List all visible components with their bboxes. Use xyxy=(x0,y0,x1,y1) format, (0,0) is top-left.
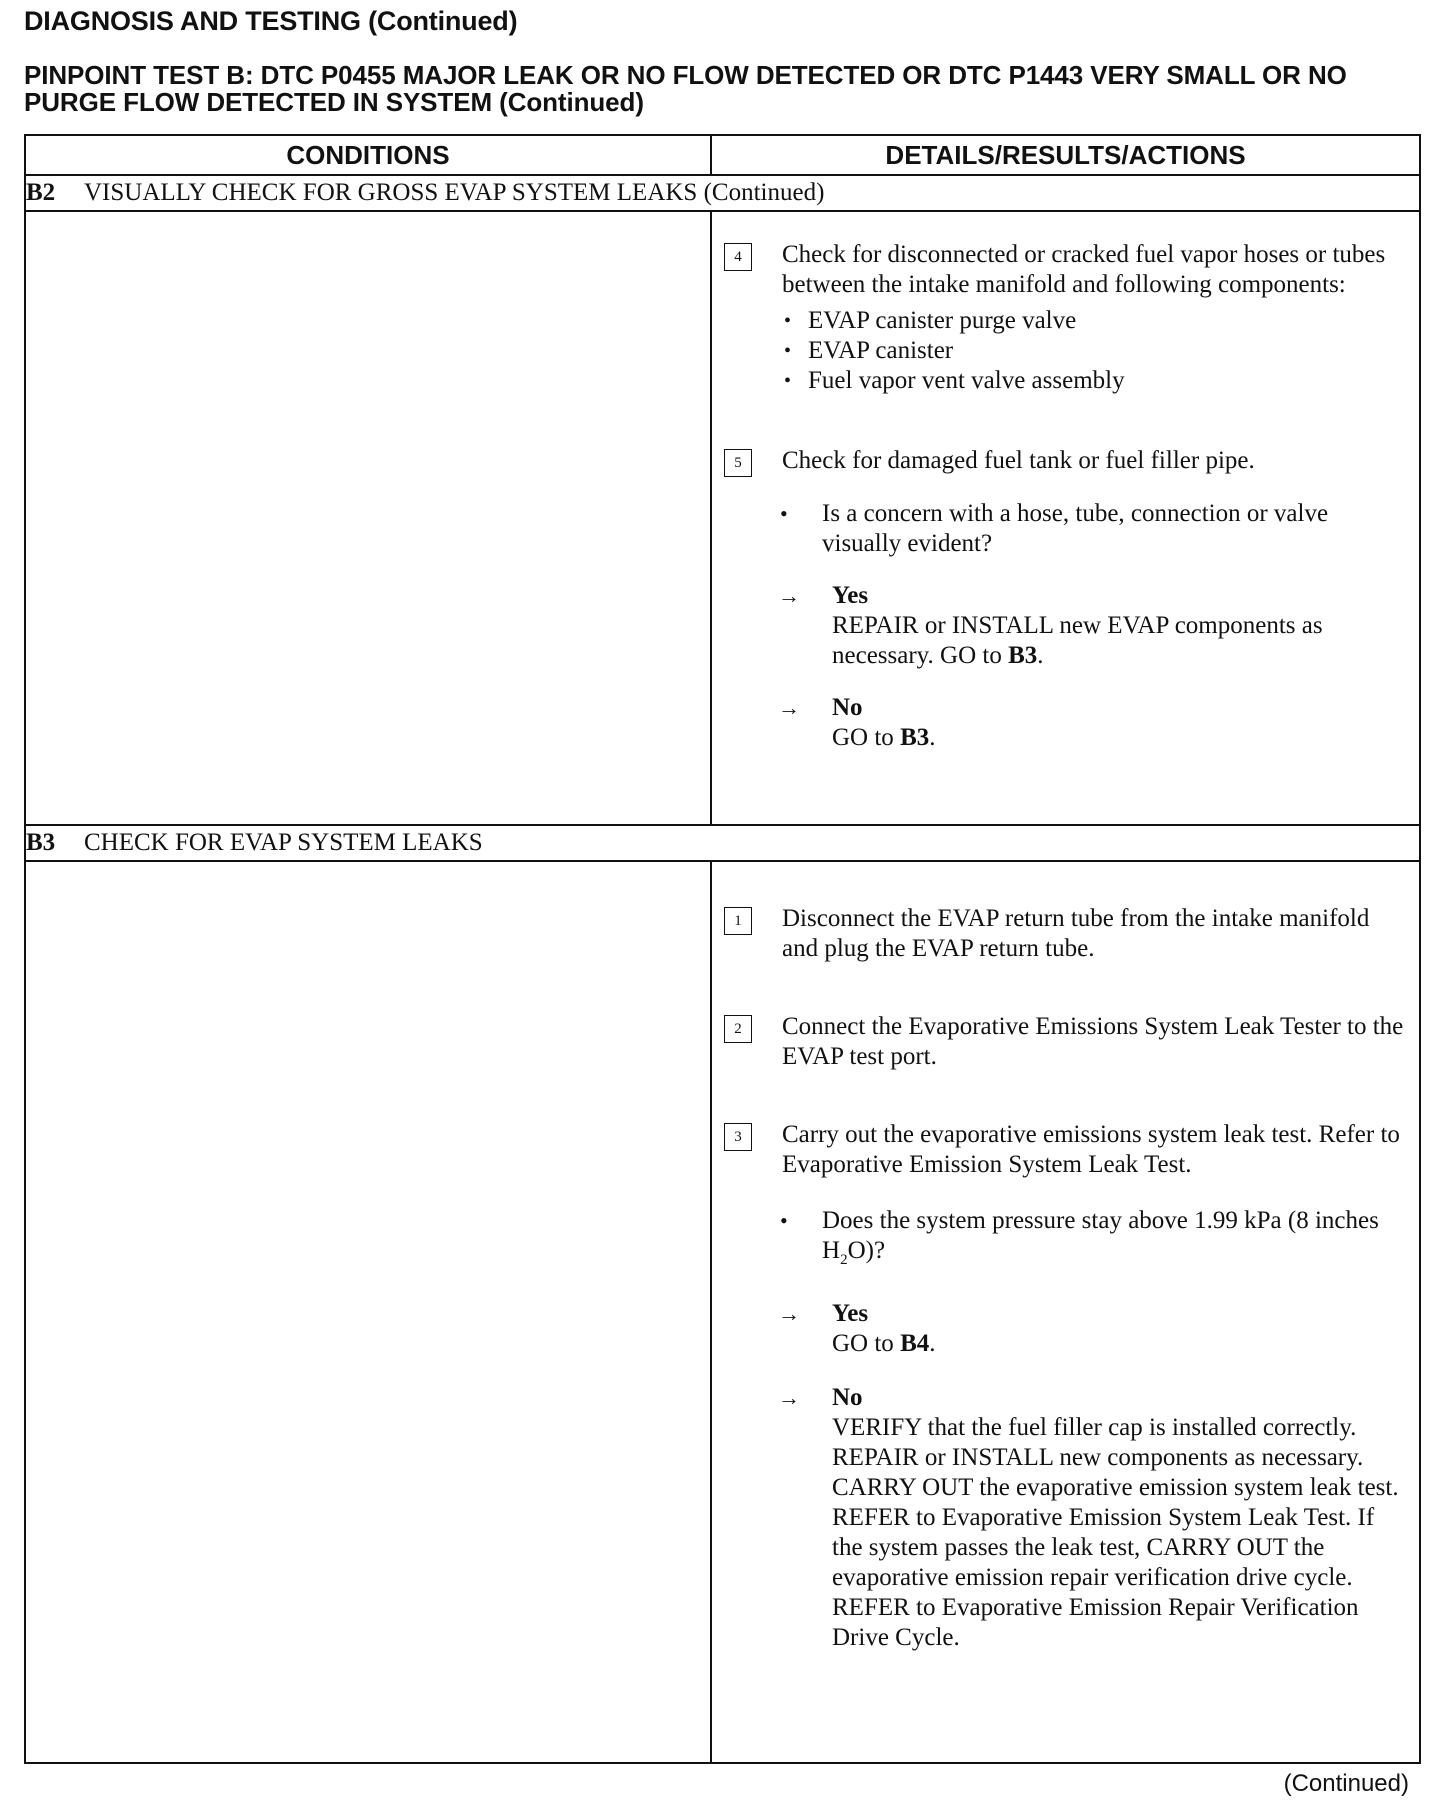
step-header-row xyxy=(25,175,1420,211)
step-text: Connect the Evaporative Emissions System Leak Tester to the EVAP test port. xyxy=(782,1013,1404,1070)
action-step xyxy=(712,904,1419,964)
arrow-icon: → xyxy=(778,1301,800,1326)
action-step xyxy=(712,446,1419,477)
answer-text: VERIFY that the fuel filler cap is installed correctly. REPAIR or INSTALL new components as necessary. CARRY OUT the evaporative emission system leak test. REFER to Evaporative Emission System Leak Test. If the system passes the leak test, CARRY OUT the evaporative emission repair verification drive cycle. REFER to Evaporative Emission Repair Verification Drive Cycle. xyxy=(832,1414,1399,1651)
step-b3-body xyxy=(25,861,1420,1763)
step-header-row xyxy=(25,825,1420,861)
answer-yes: → Yes REPAIR or INSTALL new EVAP components as necessary. GO to B3. xyxy=(778,581,1419,671)
details-header: DETAILS/RESULTS/ACTIONS xyxy=(711,135,1420,175)
action-step xyxy=(712,1120,1419,1180)
conditions-cell xyxy=(25,211,711,825)
step-reference: B3 xyxy=(900,724,930,751)
question xyxy=(780,499,1419,559)
bullet-glyph: • xyxy=(780,501,788,526)
manual-page xyxy=(24,0,1419,1804)
answer-label: Yes xyxy=(832,582,869,609)
answer-text: GO to xyxy=(832,1330,901,1357)
arrow-icon: → xyxy=(778,1385,800,1410)
answer-text: GO to xyxy=(832,724,901,751)
action-step xyxy=(712,240,1419,396)
continued-footer: (Continued) xyxy=(1283,1770,1409,1797)
answer-text: REPAIR or INSTALL new EVAP components as necessary. GO to xyxy=(832,612,1323,669)
step-id: B2 xyxy=(26,179,56,206)
list-item: • Fuel vapor vent valve assembly xyxy=(782,366,1407,396)
component-list xyxy=(782,306,1407,396)
answer-label: No xyxy=(832,694,863,721)
answer-no xyxy=(778,1383,1419,1653)
list-item: • EVAP canister purge valve xyxy=(782,306,1407,336)
step-b2-body xyxy=(25,211,1420,825)
question xyxy=(780,1206,1419,1275)
arrow-icon: → xyxy=(778,695,800,720)
step-text: Carry out the evaporative emissions system leak test. Refer to Evaporative Emission System Leak Test. xyxy=(782,1121,1400,1178)
step-text: Check for damaged fuel tank or fuel filler pipe. xyxy=(782,447,1255,474)
answer-yes: → Yes GO to B4. xyxy=(778,1299,1419,1359)
step-number-box: 4 xyxy=(724,243,752,271)
conditions-header: CONDITIONS xyxy=(25,135,711,175)
step-reference: B4 xyxy=(900,1330,930,1357)
details-cell xyxy=(711,211,1420,825)
details-cell xyxy=(711,861,1420,1763)
step-reference: B3 xyxy=(1008,642,1038,669)
answer-label: Yes xyxy=(832,1300,869,1327)
step-b3-header xyxy=(25,825,1420,861)
step-b2-header xyxy=(25,175,1420,211)
step-text: Disconnect the EVAP return tube from the intake manifold and plug the EVAP return tube. xyxy=(782,905,1370,962)
question-text: Does the system pressure stay above 1.99 kPa (8 inches $H_2O$)? xyxy=(822,1207,1379,1268)
question-text: Is a concern with a hose, tube, connection or valve visually evident? xyxy=(822,500,1329,557)
section-heading: DIAGNOSIS AND TESTING (Continued) xyxy=(24,6,518,36)
answer-no: → No GO to B3. xyxy=(778,693,1419,753)
column-header-row xyxy=(25,135,1420,175)
step-title: VISUALLY CHECK FOR GROSS EVAP SYSTEM LEAKS (Continued) xyxy=(84,179,825,206)
pinpoint-test-table xyxy=(24,134,1421,1764)
step-number-box: 5 xyxy=(724,449,752,477)
bullet-glyph: • xyxy=(780,1208,788,1233)
step-number-box: 2 xyxy=(724,1015,752,1043)
conditions-cell xyxy=(25,861,711,1763)
step-number-box: 1 xyxy=(724,907,752,935)
answer-label: No xyxy=(832,1384,863,1411)
list-item: • EVAP canister xyxy=(782,336,1407,366)
arrow-icon: → xyxy=(778,583,800,608)
step-title: CHECK FOR EVAP SYSTEM LEAKS xyxy=(84,829,483,856)
step-text: Check for disconnected or cracked fuel vapor hoses or tubes between the intake manifold and following components: xyxy=(782,241,1386,298)
action-step xyxy=(712,1012,1419,1072)
pinpoint-test-title: PINPOINT TEST B: DTC P0455 MAJOR LEAK OR NO FLOW DETECTED OR DTC P1443 VERY SMALL OR NO PURGE FLOW DETECTED IN SYSTEM (Continued) xyxy=(24,60,1347,117)
step-number-box: 3 xyxy=(724,1123,752,1151)
step-id: B3 xyxy=(26,829,56,856)
